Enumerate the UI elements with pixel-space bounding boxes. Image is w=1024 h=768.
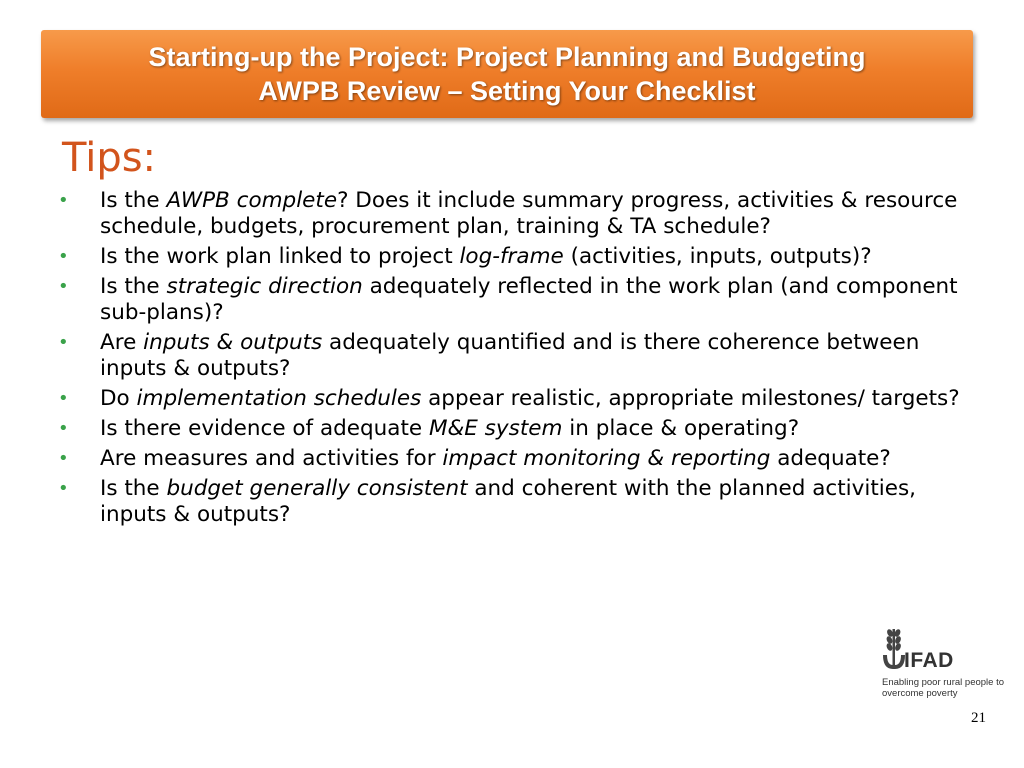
tip-emphasis: strategic direction bbox=[166, 274, 363, 299]
tip-text bbox=[100, 188, 957, 239]
ifad-logo bbox=[880, 625, 1010, 705]
tip-item bbox=[58, 416, 978, 442]
tip-item bbox=[58, 386, 978, 412]
tip-text-part: and coherent with the planned activities, inputs & outputs? bbox=[100, 476, 917, 527]
tip-text-part: Is the bbox=[100, 274, 167, 299]
tip-item bbox=[58, 188, 978, 240]
tip-text-part: Is there evidence of adequate bbox=[100, 416, 429, 441]
tip-emphasis: M&E system bbox=[428, 416, 563, 441]
tip-emphasis: budget generally consistent bbox=[166, 476, 468, 501]
tip-text bbox=[100, 244, 872, 269]
tip-emphasis: implementation schedules bbox=[136, 386, 422, 411]
tip-text-part: Is the bbox=[100, 188, 167, 213]
tip-item bbox=[58, 476, 978, 528]
tip-text-part: Are measures and activities for bbox=[100, 446, 443, 471]
tip-text-part: ? Does it include summary progress, activities & resource schedule, budgets, procurement plan, training & TA schedule? bbox=[100, 188, 958, 239]
tip-text-part: appear realistic, appropriate milestones/ targets? bbox=[421, 386, 960, 411]
bullet-dot-icon: • bbox=[58, 332, 69, 353]
tip-text-part: Do bbox=[100, 386, 137, 411]
tip-emphasis: AWPB complete bbox=[166, 188, 338, 213]
tip-text-part: in place & operating? bbox=[562, 416, 800, 441]
tip-item bbox=[58, 330, 978, 382]
bullet-dot-icon: • bbox=[58, 388, 69, 409]
tip-item bbox=[58, 244, 978, 270]
bullet-dot-icon: • bbox=[58, 276, 69, 297]
tip-text-part: Is the bbox=[100, 476, 167, 501]
logo-name: IFAD bbox=[904, 649, 954, 672]
tip-text-part: Are bbox=[100, 330, 144, 355]
tips-bullet-list bbox=[58, 188, 978, 532]
bullet-dot-icon: • bbox=[58, 190, 69, 211]
logo-tagline: Enabling poor rural people to overcome poverty bbox=[882, 677, 1005, 699]
tip-text bbox=[100, 274, 958, 325]
tips-heading: Tips: bbox=[62, 135, 157, 181]
title-banner bbox=[41, 30, 973, 118]
title-line-2: AWPB Review – Setting Your Checklist bbox=[258, 76, 756, 106]
bullet-dot-icon: • bbox=[58, 448, 69, 469]
title-line-1: Starting-up the Project: Project Planning and Budgeting bbox=[148, 42, 866, 72]
tip-text-part: adequately quantified and is there coherence between inputs & outputs? bbox=[100, 330, 920, 381]
tip-text bbox=[100, 386, 960, 411]
tip-text-part: adequately reflected in the work plan (and component sub-plans)? bbox=[100, 274, 958, 325]
tip-text-part: adequate? bbox=[770, 446, 891, 471]
tip-text bbox=[100, 416, 799, 441]
page-number: 21 bbox=[971, 710, 986, 726]
tip-emphasis: log-frame bbox=[459, 244, 564, 269]
tip-text-part: Is the work plan linked to project bbox=[100, 244, 460, 269]
tip-text-part: (activities, inputs, outputs)? bbox=[563, 244, 872, 269]
bullet-dot-icon: • bbox=[58, 246, 69, 267]
tip-text bbox=[100, 476, 916, 527]
tip-item bbox=[58, 274, 978, 326]
tip-item bbox=[58, 446, 978, 472]
tip-emphasis: impact monitoring & reporting bbox=[442, 446, 771, 471]
bullet-dot-icon: • bbox=[58, 418, 69, 439]
bullet-dot-icon: • bbox=[58, 478, 69, 499]
tip-emphasis: inputs & outputs bbox=[143, 330, 323, 355]
tip-text bbox=[100, 446, 891, 471]
tip-text bbox=[100, 330, 919, 381]
